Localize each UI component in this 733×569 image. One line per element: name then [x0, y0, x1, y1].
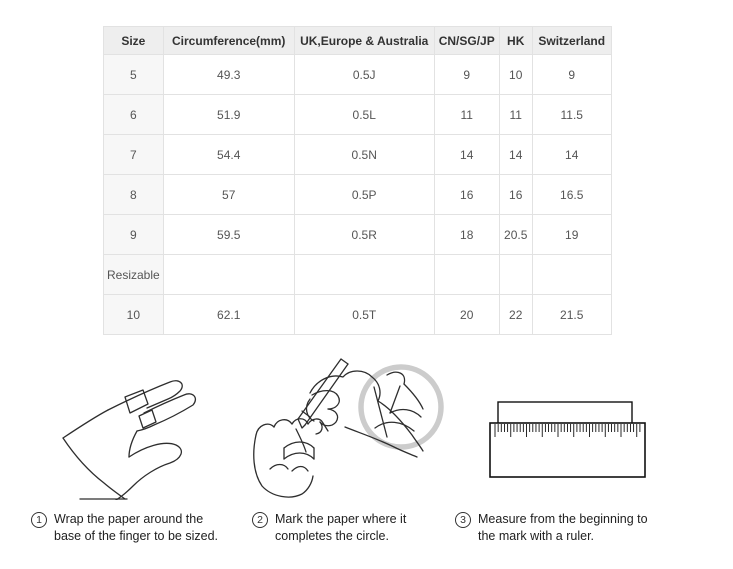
table-row-size-9 — [104, 215, 612, 255]
table-row-size-6 — [104, 95, 612, 135]
cell-hk: 10 — [499, 55, 532, 95]
magnified-detail — [374, 372, 423, 437]
cell-hk — [499, 255, 532, 295]
cell-ch: 11.5 — [532, 95, 611, 135]
fist-hand — [254, 419, 328, 497]
pencil — [298, 359, 348, 428]
cell-size: 10 — [104, 295, 164, 335]
cell-uk: 0.5T — [294, 295, 434, 335]
col-header-hk: HK — [499, 27, 532, 55]
instruction-step-3 — [455, 511, 648, 545]
cell-circumference: 49.3 — [163, 55, 294, 95]
cell-cn: 11 — [434, 95, 499, 135]
cell-hk: 14 — [499, 135, 532, 175]
cell-uk: 0.5J — [294, 55, 434, 95]
col-header-cn-sg-jp: CN/SG/JP — [434, 27, 499, 55]
cell-ch: 14 — [532, 135, 611, 175]
cell-cn: 14 — [434, 135, 499, 175]
cell-cn: 20 — [434, 295, 499, 335]
step-3-text: Measure from the beginning to the mark with a ruler. — [478, 512, 648, 543]
magnifier-circle — [361, 367, 441, 447]
cell-hk: 22 — [499, 295, 532, 335]
cell-hk: 16 — [499, 175, 532, 215]
cell-uk: 0.5R — [294, 215, 434, 255]
cell-size: 9 — [104, 215, 164, 255]
cell-ch: 16.5 — [532, 175, 611, 215]
hand-with-paper-strip-illustration — [30, 360, 255, 500]
ruler-measuring-illustration — [483, 390, 658, 490]
hand-outline — [63, 381, 195, 500]
cell-uk: 0.5N — [294, 135, 434, 175]
cell-ch: 9 — [532, 55, 611, 95]
cell-ch — [532, 255, 611, 295]
cell-cn: 16 — [434, 175, 499, 215]
col-header-switzerland: Switzerland — [532, 27, 611, 55]
cell-circumference: 51.9 — [163, 95, 294, 135]
step-2-text: Mark the paper where it completes the circle. — [275, 512, 407, 543]
cell-circumference: 57 — [163, 175, 294, 215]
paper-strip-on-finger — [284, 442, 314, 459]
cell-size: 7 — [104, 135, 164, 175]
step-2-number-badge: 2 — [252, 512, 268, 528]
hand-marking-paper-illustration — [250, 355, 470, 500]
cell-ch: 19 — [532, 215, 611, 255]
cell-size: 5 — [104, 55, 164, 95]
cell-ch: 21.5 — [532, 295, 611, 335]
cell-hk: 11 — [499, 95, 532, 135]
cell-circumference — [163, 255, 294, 295]
cell-size: 8 — [104, 175, 164, 215]
cell-circumference: 62.1 — [163, 295, 294, 335]
cell-cn: 18 — [434, 215, 499, 255]
step-3-number-badge: 3 — [455, 512, 471, 528]
cell-uk: 0.5P — [294, 175, 434, 215]
col-header-circumference: Circumference(mm) — [163, 27, 294, 55]
cell-hk: 20.5 — [499, 215, 532, 255]
table-row-size-7 — [104, 135, 612, 175]
table-row-size-8 — [104, 175, 612, 215]
instruction-step-1 — [31, 511, 218, 545]
col-header-uk-europe-australia: UK,Europe & Australia — [294, 27, 434, 55]
cell-size: Resizable — [104, 255, 164, 295]
cell-uk: 0.5L — [294, 95, 434, 135]
instruction-step-2 — [252, 511, 406, 545]
cell-circumference: 59.5 — [163, 215, 294, 255]
cell-cn — [434, 255, 499, 295]
cell-size: 6 — [104, 95, 164, 135]
table-row-resizable — [104, 255, 612, 295]
ring-size-chart-table — [103, 26, 612, 335]
step-1-text: Wrap the paper around the base of the finger to be sized. — [54, 512, 218, 543]
table-row-size-5 — [104, 55, 612, 95]
table-header-row — [104, 27, 612, 55]
table-row-size-10 — [104, 295, 612, 335]
cell-uk — [294, 255, 434, 295]
col-header-size: Size — [104, 27, 164, 55]
step-1-number-badge: 1 — [31, 512, 47, 528]
cell-cn: 9 — [434, 55, 499, 95]
cell-circumference: 54.4 — [163, 135, 294, 175]
